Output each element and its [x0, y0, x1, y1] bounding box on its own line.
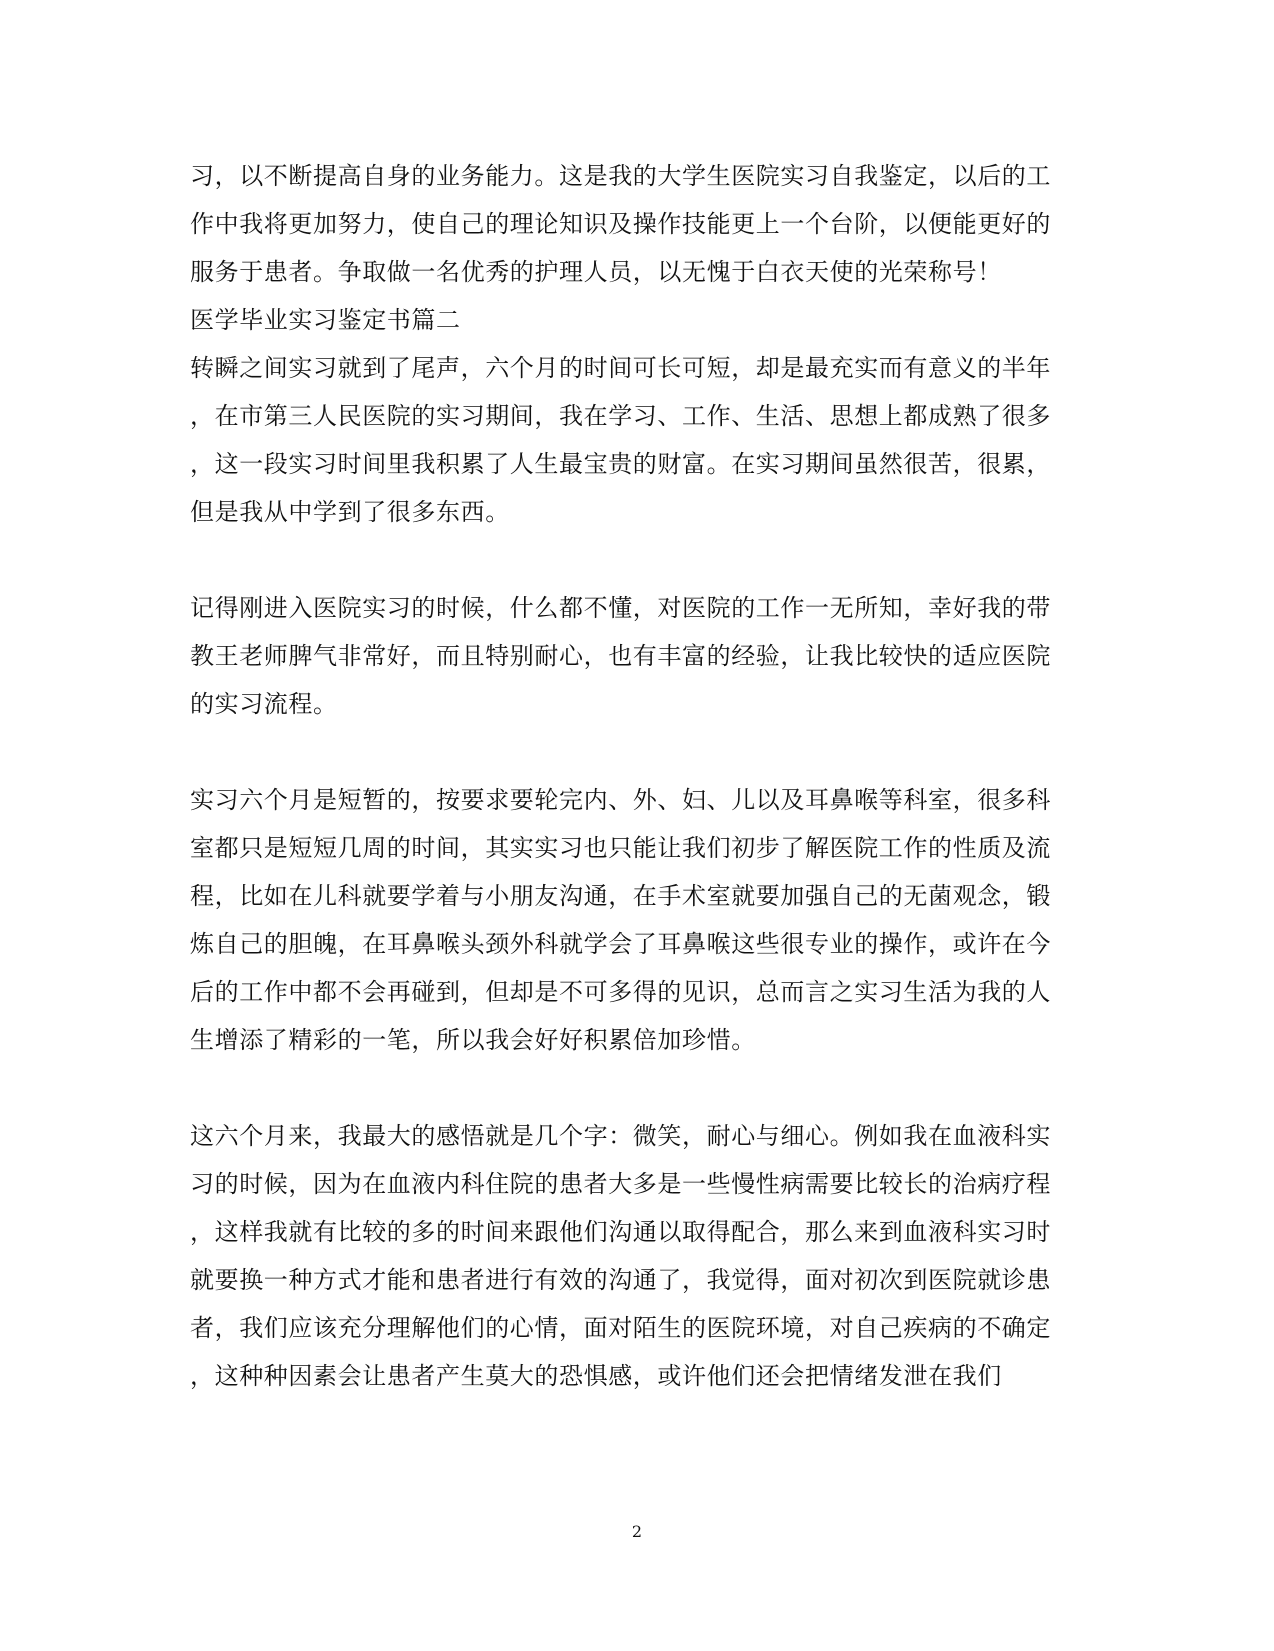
heading-line: 医学毕业实习鉴定书篇二 [190, 306, 461, 334]
text-line: ，在市第三人民医院的实习期间，我在学习、工作、生活、思想上都成熟了很多 [190, 402, 1051, 430]
text-line: 但是我从中学到了很多东西。 [190, 498, 510, 526]
text-line: 的实习流程。 [190, 690, 338, 718]
text-line: 生增添了精彩的一笔，所以我会好好积累倍加珍惜。 [190, 1026, 756, 1054]
body-text [190, 152, 1070, 1400]
text-line: 这六个月来，我最大的感悟就是几个字：微笑，耐心与细心。例如我在血液科实 [190, 1122, 1051, 1150]
text-line: 服务于患者。争取做一名优秀的护理人员，以无愧于白衣天使的光荣称号！ [190, 258, 1002, 286]
text-line: 习，以不断提高自身的业务能力。这是我的大学生医院实习自我鉴定，以后的工 [190, 162, 1051, 190]
text-line: 记得刚进入医院实习的时候，什么都不懂，对医院的工作一无所知，幸好我的带 [190, 594, 1051, 622]
paragraph-closing [190, 152, 1070, 296]
page-number: 2 [631, 1522, 643, 1541]
text-line: 就要换一种方式才能和患者进行有效的沟通了，我觉得，面对初次到医院就诊患 [190, 1266, 1051, 1294]
text-line: ，这样我就有比较的多的时间来跟他们沟通以取得配合，那么来到血液科实习时 [190, 1218, 1051, 1246]
text-line: 者，我们应该充分理解他们的心情，面对陌生的医院环境，对自己疾病的不确定 [190, 1314, 1051, 1342]
text-line: 实习六个月是短暂的，按要求要轮完内、外、妇、儿以及耳鼻喉等科室，很多科 [190, 786, 1051, 814]
text-line: 程，比如在儿科就要学着与小朋友沟通，在手术室就要加强自己的无菌观念，锻 [190, 882, 1051, 910]
text-line: 后的工作中都不会再碰到，但却是不可多得的见识，总而言之实习生活为我的人 [190, 978, 1051, 1006]
paragraph-reflection [190, 1112, 1070, 1400]
paragraph-arrival [190, 584, 1070, 728]
text-line: ，这一段实习时间里我积累了人生最宝贵的财富。在实习期间虽然很苦，很累， [190, 450, 1051, 478]
text-line: 炼自己的胆魄，在耳鼻喉头颈外科就学会了耳鼻喉这些很专业的操作，或许在今 [190, 930, 1051, 958]
text-line: 转瞬之间实习就到了尾声，六个月的时间可长可短，却是最充实而有意义的半年 [190, 354, 1051, 382]
text-line: ，这种种因素会让患者产生莫大的恐惧感，或许他们还会把情绪发泄在我们 [190, 1362, 1002, 1390]
paragraph-gap [190, 536, 1070, 584]
text-line: 教王老师脾气非常好，而且特别耐心，也有丰富的经验，让我比较快的适应医院 [190, 642, 1051, 670]
text-line: 室都只是短短几周的时间，其实实习也只能让我们初步了解医院工作的性质及流 [190, 834, 1051, 862]
paragraph-gap [190, 728, 1070, 776]
paragraph-rotation [190, 776, 1070, 1064]
text-line: 习的时候，因为在血液内科住院的患者大多是一些慢性病需要比较长的治病疗程 [190, 1170, 1051, 1198]
paragraph-gap [190, 1064, 1070, 1112]
text-line: 作中我将更加努力，使自己的理论知识及操作技能更上一个台阶，以便能更好的 [190, 210, 1051, 238]
section-heading [190, 296, 1070, 344]
paragraph-intro [190, 344, 1070, 536]
